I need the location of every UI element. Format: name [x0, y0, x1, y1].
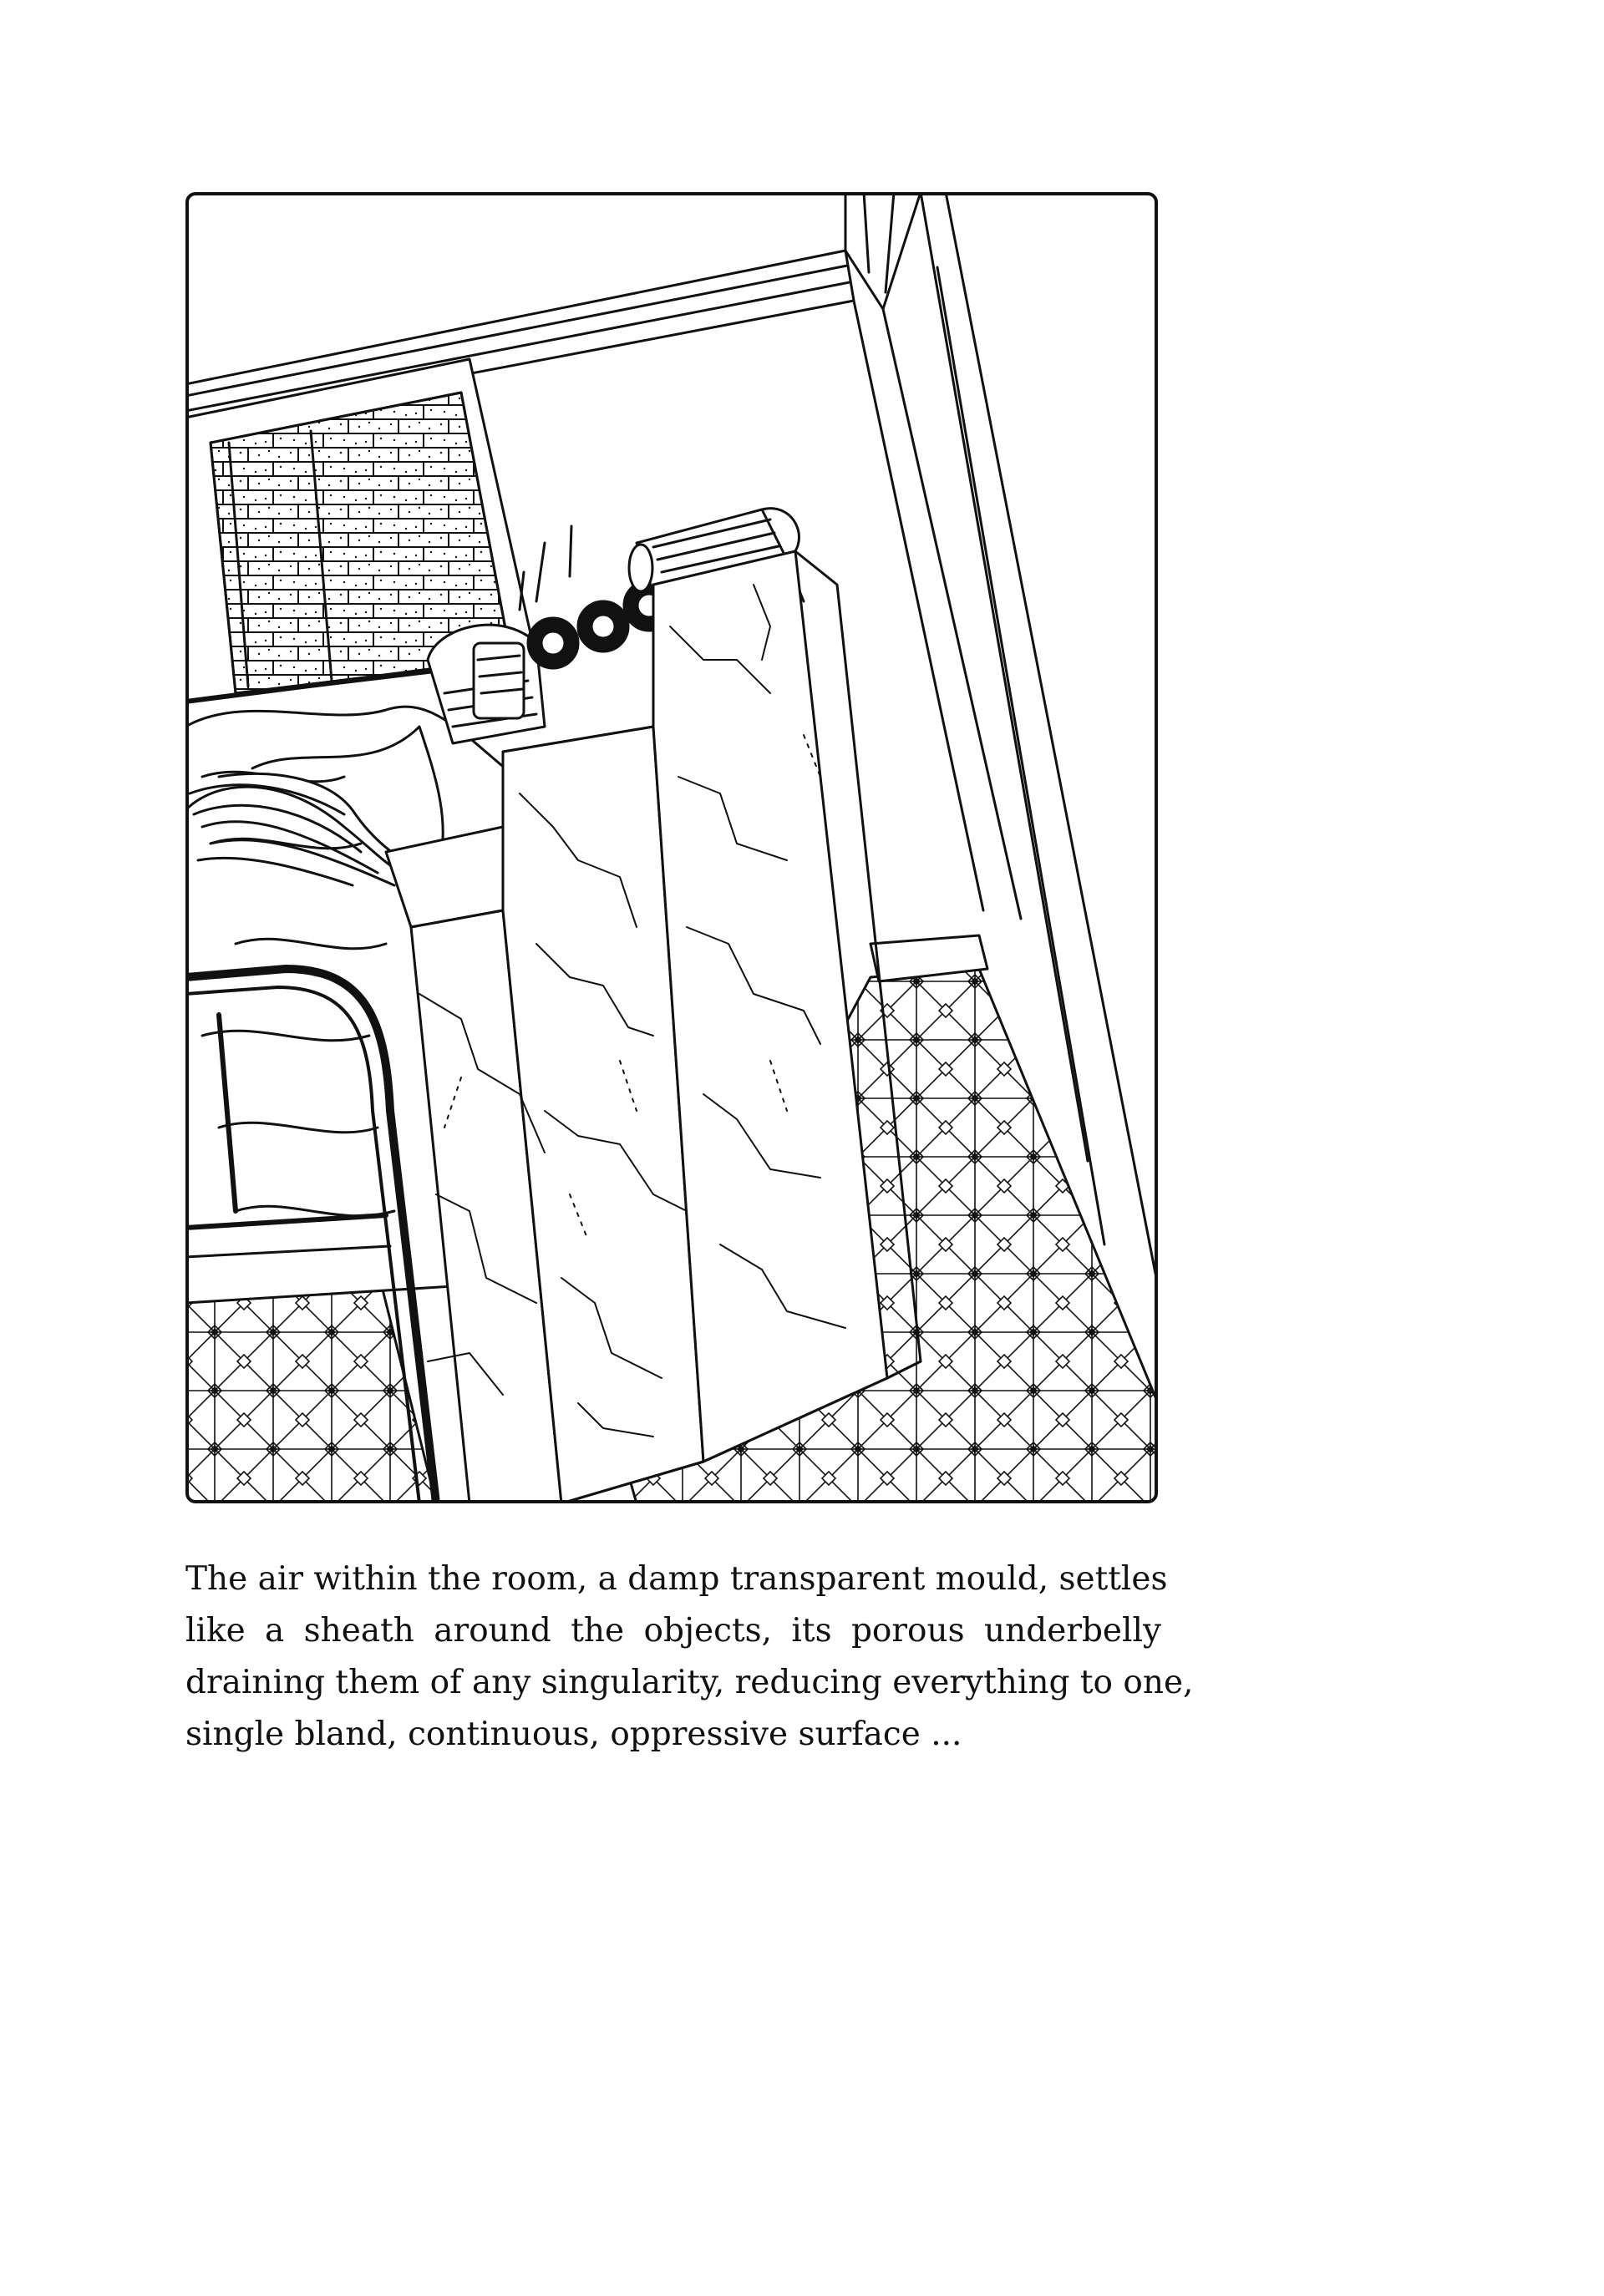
room-illustration [185, 192, 1158, 1503]
caption-line: like a sheath around the objects, its porous underbelly [185, 1612, 1161, 1650]
caption-paragraph [185, 1553, 1194, 1761]
caption-line: draining them of any singularity, reducing everything to one, [185, 1664, 1194, 1701]
room-drawing [185, 192, 1158, 1503]
caption-line: The air within the room, a damp transparent mould, settles [185, 1560, 1168, 1598]
caption-line: single bland, continuous, oppressive surface ... [185, 1716, 962, 1753]
